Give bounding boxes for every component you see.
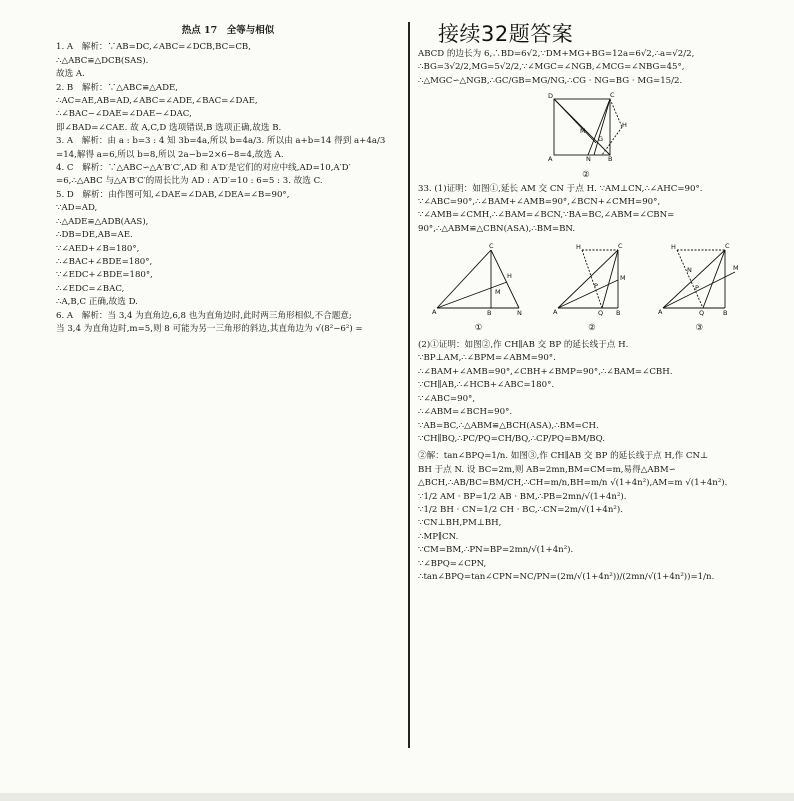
label-g: G xyxy=(598,135,604,144)
left-column xyxy=(56,24,400,336)
bottom-edge xyxy=(0,793,794,801)
svg-text:C: C xyxy=(617,242,623,251)
text-line: 1. A 解析：∵AB=DC,∠ABC=∠DCB,BC=CB, xyxy=(56,42,251,53)
figure-3 xyxy=(657,242,741,335)
figure-2-caption: ② xyxy=(588,322,596,333)
text-line: △BCH,∴AB/BC=BM/CH,∴CH=m/n,BH=m/n √(1+4n²),AM=m √(1+4n²). xyxy=(418,478,728,489)
column-divider xyxy=(408,22,410,748)
text-line: 33. (1)证明：如图①,延长 AM 交 CN 于点 H. ∵AM⊥CN,∴∠AHC=90°. xyxy=(418,183,703,194)
text-line: BH 于点 N. 设 BC=2m,则 AB=2mn,BM=CM=m,易得△ABM∽ xyxy=(418,464,676,475)
text-line: 3. A 解析：由 a : b=3 : 4 知 3b=4a,所以 b=4a/3. 所以由 a+b=14 得到 a+4a/3 xyxy=(56,136,386,147)
svg-text:Q: Q xyxy=(699,309,705,318)
text-line: ∴DB=DE,AB=AE. xyxy=(56,230,133,241)
label-n: N xyxy=(586,155,591,164)
text-line: ∴tan∠BPQ=tan∠CPN=NC/PN=(2m/√(1+4n²))/(2mn/√(1+4n²))=1/n. xyxy=(418,571,715,582)
svg-text:N: N xyxy=(687,266,693,275)
text-line: ∵CM=BM,∴PN=BP=2mn/√(1+4n²). xyxy=(418,545,574,556)
svg-text:M: M xyxy=(494,288,501,297)
text-line: ∴△MGC∽△NGB,∴GC/GB=MG/NG,∴CG · NG=BG · MG=15/2. xyxy=(418,75,683,86)
text-line: ∵CH∥BQ,∴PC/PQ=CH/BQ,∴CP/PQ=BM/BQ. xyxy=(418,433,605,444)
text-line: 即∠BAD=∠CAE. 故 A,C,D 选项错误,B 选项正确,故选 B. xyxy=(56,122,282,133)
q33b-lines xyxy=(418,339,754,446)
svg-text:C: C xyxy=(488,242,494,251)
text-line: ∴∠EDC=∠BAC, xyxy=(56,283,125,294)
svg-text:B: B xyxy=(486,309,492,318)
text-line: ∵∠ABC=90°,∴∠BAM+∠AMB=90°,∠BCN+∠CMH=90°, xyxy=(418,197,661,208)
svg-text:A: A xyxy=(658,308,663,317)
figure-3-caption: ③ xyxy=(695,322,704,333)
svg-text:N: N xyxy=(516,309,522,318)
svg-text:H: H xyxy=(575,243,581,252)
svg-text:P: P xyxy=(593,282,598,291)
text-line: ∵∠BPQ=∠CPN, xyxy=(418,558,487,569)
text-line: 90°,∴△ABM≌△CBN(ASA),∴BM=BN. xyxy=(418,223,576,234)
figure-1 xyxy=(431,242,527,335)
text-line: ∴∠BAC−∠DAE=∠DAE−∠DAC, xyxy=(56,109,192,120)
text-line: ②解：tan∠BPQ=1/n. 如图③,作 CH∥AB 交 BP 的延长线于点 H,作 CN⊥ xyxy=(418,451,709,462)
text-line: ∴AC=AE,AB=AD,∠ABC=∠ADE,∠BAC=∠DAE, xyxy=(56,96,258,107)
label-c: C xyxy=(610,91,615,100)
svg-text:P: P xyxy=(695,284,700,293)
text-line: ∵AB=BC,∴△ABM≌△BCH(ASA),∴BM=CH. xyxy=(418,420,599,431)
text-line: ∵CN⊥BH,PM⊥BH, xyxy=(418,518,502,529)
svg-text:Q: Q xyxy=(597,309,604,318)
svg-text:H: H xyxy=(506,272,512,281)
text-line: ∵∠AED+∠B=180°, xyxy=(56,243,140,254)
text-line: ∴BG=3√2/2,MG=5√2/2,∵∠MGC=∠NGB,∠MCG=∠NBG=45°, xyxy=(418,62,685,73)
text-line: ∵∠AMB=∠CMH,∴∠BAM=∠BCN,∵BA=BC,∠ABM=∠CBN= xyxy=(418,210,675,221)
svg-text:M: M xyxy=(619,274,626,283)
text-line: ∵∠EDC+∠BDE=180°, xyxy=(56,270,153,281)
text-line: 当 3,4 为直角边时,m=5,则 8 可能为另一三角形的斜边,其直角边为 √(8²−6²) = xyxy=(56,323,363,334)
text-line: (2)①证明：如图②,作 CH∥AB 交 BP 的延长线于点 H. xyxy=(418,340,629,351)
text-line: ABCD 的边长为 6,∴BD=6√2,∵DM+MG+BG=12a=6√2,∴a=√2/2, xyxy=(418,49,695,59)
svg-text:A: A xyxy=(431,308,437,317)
text-line: ∵1/2 AM · BP=1/2 AB · BM,∴PB=2mn/√(1+4n²). xyxy=(418,491,627,502)
label-h: H xyxy=(622,121,627,130)
svg-text:A: A xyxy=(552,308,558,317)
left-text-lines xyxy=(56,41,400,336)
q33a-lines xyxy=(418,183,754,237)
q32-lines xyxy=(418,48,754,88)
svg-text:M: M xyxy=(733,264,739,273)
text-line: =14,解得 a=6,所以 b=8,所以 2a−b=2×6−8=4,故选 A. xyxy=(56,149,284,160)
text-line: ∴∠ABM=∠BCH=90°. xyxy=(418,407,513,418)
figures-q33 xyxy=(418,242,754,335)
text-line: ∵CH∥AB,∴∠HCB+∠ABC=180°. xyxy=(418,380,555,391)
text-line: ∴∠BAC+∠BDE=180°, xyxy=(56,256,153,267)
text-line: ∵1/2 BH · CN=1/2 CH · BC,∴CN=2m/√(1+4n²). xyxy=(418,504,623,515)
banner-title: 接续32题答案 xyxy=(438,22,574,46)
right-column xyxy=(418,48,754,584)
text-line: ∴△ADE≌△ADB(AAS), xyxy=(56,216,149,227)
text-line: 2. B 解析：∵△ABC≌△ADE, xyxy=(56,82,178,93)
text-line: ∴MP∥CN. xyxy=(418,531,459,542)
section-title: 热点 17 全等与相似 xyxy=(181,25,275,36)
text-line: ∴△ABC≌△DCB(SAS). xyxy=(56,55,149,66)
text-line: ∵AD=AD, xyxy=(56,203,98,214)
svg-text:H: H xyxy=(671,243,677,252)
text-line: 故选 A. xyxy=(56,69,85,80)
figure-2 xyxy=(552,242,632,335)
text-line: 5. D 解析：由作图可知,∠DAE=∠DAB,∠DEA=∠B=90°, xyxy=(56,189,290,200)
text-line: ∴A,B,C 正确,故选 D. xyxy=(56,297,138,308)
q33c-lines xyxy=(418,450,754,584)
text-line: ∴∠BAM+∠AMB=90°,∠CBH+∠BMP=90°,∴∠BAM=∠CBH. xyxy=(418,366,673,377)
figure-1-caption: ① xyxy=(474,322,483,333)
label-m: M xyxy=(580,127,586,136)
label-d: D xyxy=(548,92,554,101)
text-line: ∵BP⊥AM,∴∠BPM=∠ABM=90°. xyxy=(418,353,556,364)
figure-q32-caption: ② xyxy=(582,170,590,181)
label-b: B xyxy=(608,155,613,164)
text-line: =6,∴△ABC 与△A′B′C′的周长比为 AD : A′D′=10 : 6=5 : 3. 故选 C. xyxy=(56,176,323,187)
figure-q32 xyxy=(546,91,626,169)
svg-text:B: B xyxy=(723,309,728,318)
svg-text:B: B xyxy=(615,309,621,318)
svg-text:C: C xyxy=(725,242,730,251)
text-line: 4. C 解析：∵△ABC∽△A′B′C′,AD 和 A′D′是它们的对应中线,AD=10,A′D′ xyxy=(56,163,351,174)
label-a: A xyxy=(548,155,553,164)
text-line: ∵∠ABC=90°, xyxy=(418,393,476,404)
text-line: 6. A 解析：当 3,4 为直角边,6,8 也为直角边时,此时两三角形相似,不合题意; xyxy=(56,310,352,321)
